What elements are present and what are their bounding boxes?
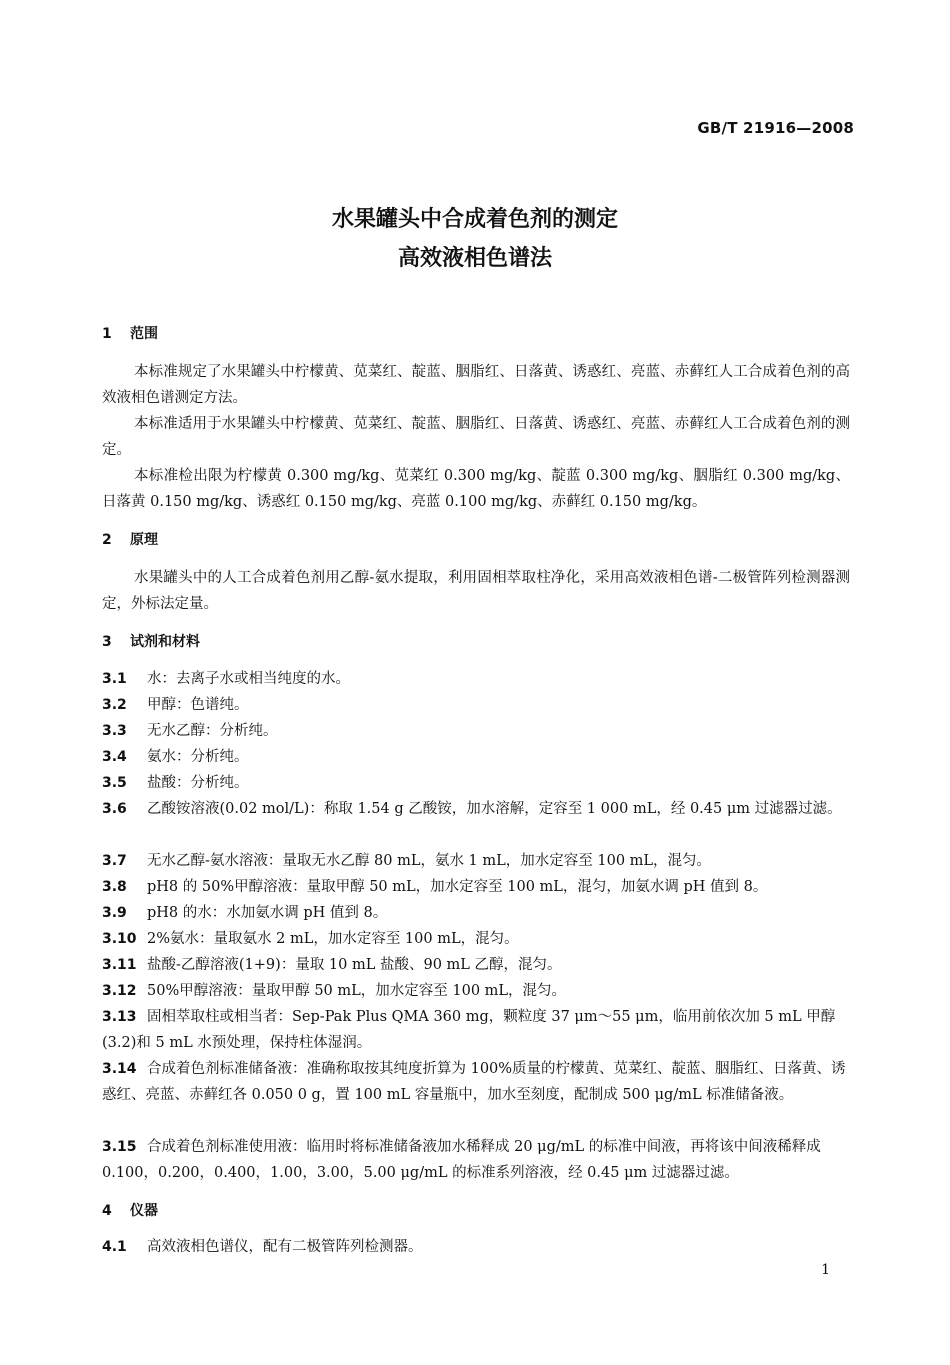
section-heading-2: 2 原理 — [102, 532, 158, 548]
list-item: 3.15 合成着色剂标准使用液：临用时将标准储备液加水稀释成 20 μg/mL 的标准中间液，再将该中间液稀释成 0.100，0.200，0.400，1.00，3.00，5.00 μg/mL 的标准系列溶液，经 0.45 μm 过滤器过滤。 — [102, 1139, 821, 1181]
document-subtitle: 高效液相色谱法 — [397, 246, 552, 271]
scope-paragraph-2: 本标准适用于水果罐头中柠檬黄、苋菜红、靛蓝、胭脂红、日落黄、诱惑红、亮蓝、赤藓红人工合成着色剂的测定。 — [102, 416, 850, 458]
list-item: 3.2 甲醇：色谱纯。 — [102, 697, 249, 713]
section-heading-1: 1 范围 — [102, 326, 158, 342]
document-title: 水果罐头中合成着色剂的测定 — [331, 207, 618, 232]
page-number: 1 — [821, 1262, 830, 1278]
list-item: 3.3 无水乙醇：分析纯。 — [102, 723, 278, 739]
list-item: 3.11 盐酸-乙醇溶液(1+9)：量取 10 mL 盐酸、90 mL 乙醇，混匀。 — [102, 957, 562, 973]
list-item: 3.8 pH8 的 50%甲醇溶液：量取甲醇 50 mL，加水定容至 100 mL，混匀，加氨水调 pH 值到 8。 — [102, 879, 768, 895]
standard-number: GB/T 21916—2008 — [697, 119, 854, 137]
list-item: 3.10 2%氨水：量取氨水 2 mL，加水定容至 100 mL，混匀。 — [102, 931, 519, 947]
list-item: 3.7 无水乙醇-氨水溶液：量取无水乙醇 80 mL，氨水 1 mL，加水定容至 100 mL，混匀。 — [102, 853, 712, 869]
list-item: 3.5 盐酸：分析纯。 — [102, 775, 249, 791]
list-item: 3.1 水：去离子水或相当纯度的水。 — [102, 671, 350, 687]
principle-paragraph: 水果罐头中的人工合成着色剂用乙醇-氨水提取，利用固相萃取柱净化，采用高效液相色谱-二极管阵列检测器测定，外标法定量。 — [102, 570, 850, 612]
list-item: 3.12 50%甲醇溶液：量取甲醇 50 mL，加水定容至 100 mL，混匀。 — [102, 983, 567, 999]
section-heading-3: 3 试剂和材料 — [102, 634, 200, 650]
list-item: 3.14 合成着色剂标准储备液：准确称取按其纯度折算为 100%质量的柠檬黄、苋菜红、靛蓝、胭脂红、日落黄、诱惑红、亮蓝、赤藓红各 0.050 0 g，置 100 mL 容量瓶中，加水至刻度，配制成 500 μg/mL 标准储备液。 — [102, 1061, 846, 1103]
list-item: 3.9 pH8 的水：水加氨水调 pH 值到 8。 — [102, 905, 388, 921]
section-heading-4: 4 仪器 — [102, 1203, 158, 1219]
scope-paragraph-1: 本标准规定了水果罐头中柠檬黄、苋菜红、靛蓝、胭脂红、日落黄、诱惑红、亮蓝、赤藓红人工合成着色剂的高效液相色谱测定方法。 — [102, 364, 850, 406]
list-item: 4.1 高效液相色谱仪，配有二极管阵列检测器。 — [102, 1239, 423, 1255]
list-item: 3.13 固相萃取柱或相当者：Sep-Pak Plus QMA 360 mg，颗粒度 37 μm～55 μm，临用前依次加 5 mL 甲醇(3.2)和 5 mL 水预处理，保持柱体湿润。 — [102, 1009, 836, 1051]
list-item: 3.6 乙酸铵溶液(0.02 mol/L)：称取 1.54 g 乙酸铵，加水溶解，定容至 1 000 mL，经 0.45 μm 过滤器过滤。 — [102, 801, 842, 817]
scope-paragraph-3: 本标准检出限为柠檬黄 0.300 mg/kg、苋菜红 0.300 mg/kg、靛蓝 0.300 mg/kg、胭脂红 0.300 mg/kg、日落黄 0.150 mg/kg、诱惑红 0.150 mg/kg、亮蓝 0.100 mg/kg、赤藓红 0.150 mg/kg。 — [102, 468, 850, 510]
list-item: 3.4 氨水：分析纯。 — [102, 749, 249, 765]
